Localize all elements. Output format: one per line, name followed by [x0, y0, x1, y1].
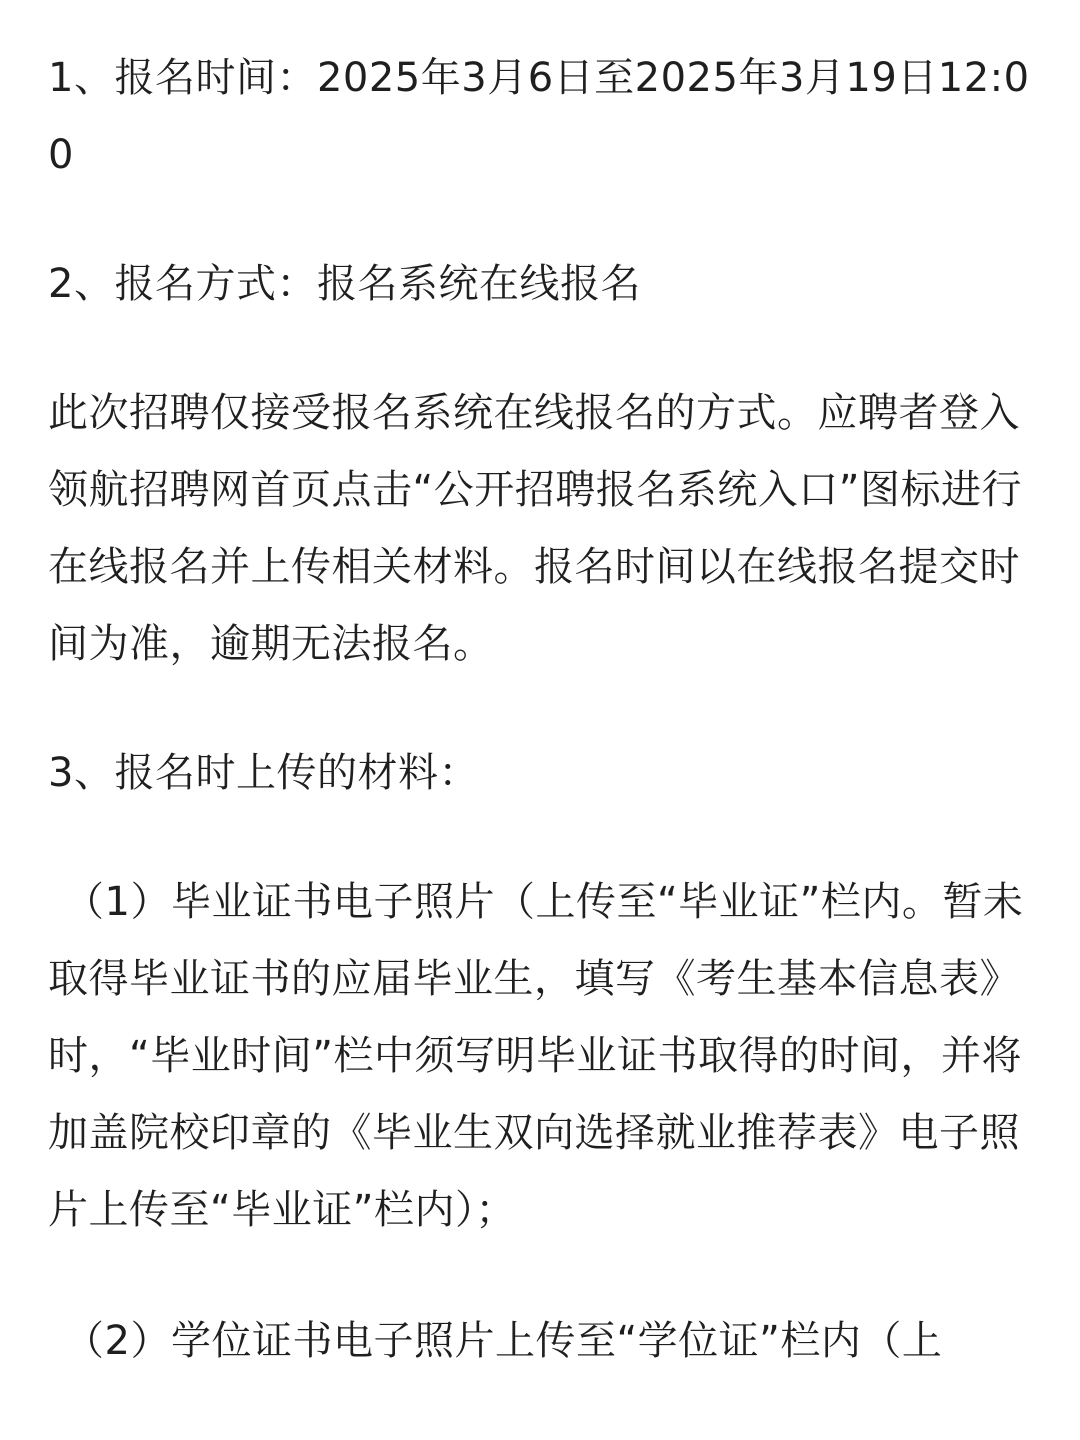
online-registration-description: 此次招聘仅接受报名系统在线报名的方式。应聘者登入领航招聘网首页点击“公开招聘报名系统入口”图标进行在线报名并上传相关材料。报名时间以在线报名提交时间为准，逾期无法报名。 [48, 390, 1022, 667]
paragraph-spacer [48, 323, 1032, 375]
paragraph-spacer [48, 1249, 1032, 1303]
registration-time-paragraph: 1、报名时间：2025年3月6日至2025年3月19日12:00 [48, 55, 1030, 178]
registration-method-paragraph: 2、报名方式：报名系统在线报名 [48, 261, 641, 307]
paragraph-spacer [48, 812, 1032, 864]
upload-materials-heading: 3、报名时上传的材料： [48, 750, 479, 796]
degree-certificate-item: （2）学位证书电子照片上传至“学位证”栏内（上 [64, 1318, 943, 1364]
paragraph-spacer [48, 683, 1032, 735]
graduation-certificate-item: （1）毕业证书电子照片（上传至“毕业证”栏内。暂未取得毕业证书的应届毕业生，填写《考生基本信息表》时，“毕业时间”栏中须写明毕业证书取得的时间，并将加盖院校印章的《毕业生双向选择就业推荐表》电子照片上传至“毕业证”栏内）； [48, 879, 1024, 1233]
paragraph-spacer [48, 194, 1032, 246]
